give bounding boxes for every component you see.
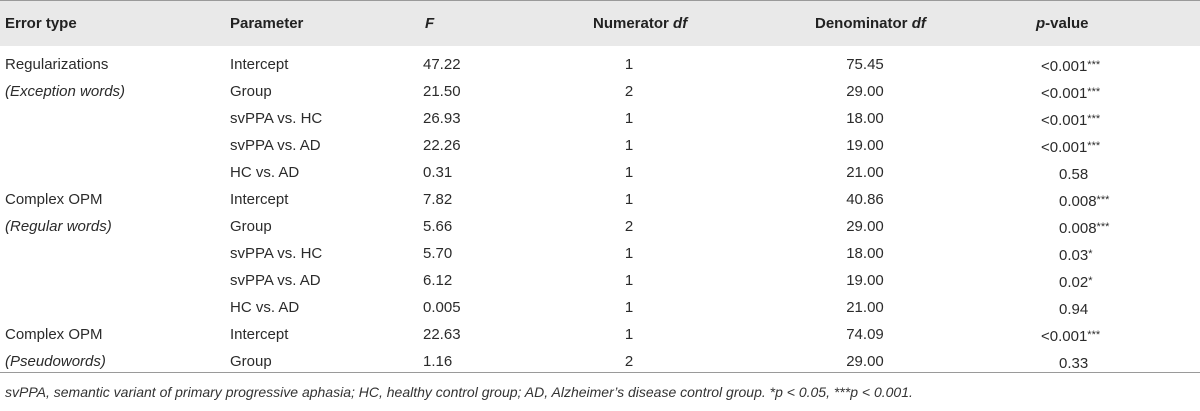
cell-p-value [1041,83,1100,103]
p-value-text: <0.001 [1041,328,1088,345]
cell-f: 22.63 [423,326,461,343]
header-denominator-label: Denominator [815,15,912,32]
cell-f: 5.66 [423,218,453,235]
significance-marker: *** [1096,221,1110,233]
cell-p-value [1041,326,1100,346]
cell-numerator-df: 1 [624,56,634,73]
header-error-type: Error type [5,15,77,32]
cell-p-value [1059,299,1088,319]
cell-parameter: HC vs. AD [230,164,300,181]
cell-f: 6.12 [423,272,453,289]
p-value-text: <0.001 [1041,85,1088,102]
table-row [0,326,1200,353]
cell-error-type: Regularizations [5,56,109,73]
cell-denominator-df: 19.00 [846,272,884,289]
cell-numerator-df: 2 [624,83,634,100]
cell-denominator-df: 29.00 [846,353,884,370]
cell-denominator-df: 21.00 [846,164,884,181]
p-value-text: 0.03 [1059,247,1089,264]
cell-f: 0.005 [423,299,461,316]
header-p-suffix: -value [1045,15,1089,32]
table-row [0,191,1200,218]
significance-marker: *** [1096,194,1110,206]
cell-p-value [1059,245,1092,265]
cell-p-value [1041,137,1100,157]
p-value-text: 0.33 [1059,355,1089,372]
cell-numerator-df: 2 [624,353,634,370]
cell-f: 47.22 [423,56,461,73]
cell-parameter: Group [230,83,272,100]
header-f [425,15,434,33]
cell-parameter: svPPA vs. HC [230,110,323,127]
p-value-text: 0.008 [1059,193,1097,210]
header-numerator-label: Numerator [593,15,674,32]
p-value-text: <0.001 [1041,139,1088,156]
header-numerator-df-italic: df [673,15,688,32]
table-row [0,272,1200,299]
cell-numerator-df: 1 [624,326,634,343]
cell-error-type: (Exception words) [5,83,126,100]
cell-denominator-df: 18.00 [846,110,884,127]
cell-denominator-df: 75.45 [846,56,884,73]
cell-error-type: Complex OPM [5,191,103,208]
cell-p-value [1059,272,1092,292]
header-denominator-df-italic: df [911,15,926,32]
p-value-text: 0.02 [1059,274,1089,291]
table-row [0,245,1200,272]
cell-f: 5.70 [423,245,453,262]
significance-marker: *** [1087,329,1101,341]
header-numerator-df [593,15,687,33]
cell-numerator-df: 1 [624,245,634,262]
cell-error-type: (Pseudowords) [5,353,106,370]
cell-p-value [1059,191,1109,211]
cell-numerator-df: 1 [624,299,634,316]
table-row [0,56,1200,83]
header-parameter: Parameter [230,15,304,32]
p-value-text: 0.008 [1059,220,1097,237]
cell-error-type: (Regular words) [5,218,112,235]
cell-f: 1.16 [423,353,453,370]
cell-numerator-df: 1 [624,272,634,289]
cell-numerator-df: 1 [624,191,634,208]
cell-f: 26.93 [423,110,461,127]
significance-marker: * [1088,275,1093,287]
cell-denominator-df: 40.86 [846,191,884,208]
table-footnote: svPPA, semantic variant of primary progressive aphasia; HC, healthy control group; AD, Alzheimer’s disease control group. *p < 0.05, ***p < 0.001. [5,384,913,400]
cell-f: 22.26 [423,137,461,154]
cell-numerator-df: 1 [624,110,634,127]
cell-p-value [1059,218,1109,238]
p-value-text: <0.001 [1041,112,1088,129]
cell-f: 7.82 [423,191,453,208]
table-row [0,353,1200,380]
cell-numerator-df: 2 [624,218,634,235]
significance-marker: *** [1087,59,1101,71]
p-value-text: 0.58 [1059,166,1089,183]
cell-parameter: svPPA vs. AD [230,272,321,289]
cell-denominator-df: 21.00 [846,299,884,316]
table-row [0,137,1200,164]
significance-marker: *** [1087,140,1101,152]
cell-denominator-df: 29.00 [846,83,884,100]
table-row [0,83,1200,110]
cell-denominator-df: 19.00 [846,137,884,154]
table-row [0,110,1200,137]
p-value-text: <0.001 [1041,58,1088,75]
table-row [0,164,1200,191]
cell-parameter: Intercept [230,56,289,73]
significance-marker: * [1088,248,1093,260]
cell-denominator-df: 74.09 [846,326,884,343]
header-denominator-df [815,15,926,33]
table-row [0,218,1200,245]
cell-parameter: Group [230,353,272,370]
cell-error-type: Complex OPM [5,326,103,343]
p-value-text: 0.94 [1059,301,1089,318]
cell-denominator-df: 29.00 [846,218,884,235]
table-header-row [0,0,1200,46]
significance-marker: *** [1087,113,1101,125]
header-p-italic: p [1036,15,1046,32]
cell-f: 21.50 [423,83,461,100]
cell-p-value [1059,353,1088,373]
cell-p-value [1041,110,1100,130]
header-p-value [1036,15,1089,33]
cell-parameter: HC vs. AD [230,299,300,316]
cell-f: 0.31 [423,164,453,181]
cell-p-value [1059,164,1088,184]
cell-parameter: Group [230,218,272,235]
significance-marker: *** [1087,86,1101,98]
cell-parameter: Intercept [230,326,289,343]
cell-numerator-df: 1 [624,137,634,154]
cell-numerator-df: 1 [624,164,634,181]
table-row [0,299,1200,326]
cell-parameter: svPPA vs. AD [230,137,321,154]
header-f-text: F [425,15,435,32]
cell-p-value [1041,56,1100,76]
table-bottom-rule [0,372,1200,373]
cell-denominator-df: 18.00 [846,245,884,262]
cell-parameter: svPPA vs. HC [230,245,323,262]
cell-parameter: Intercept [230,191,289,208]
